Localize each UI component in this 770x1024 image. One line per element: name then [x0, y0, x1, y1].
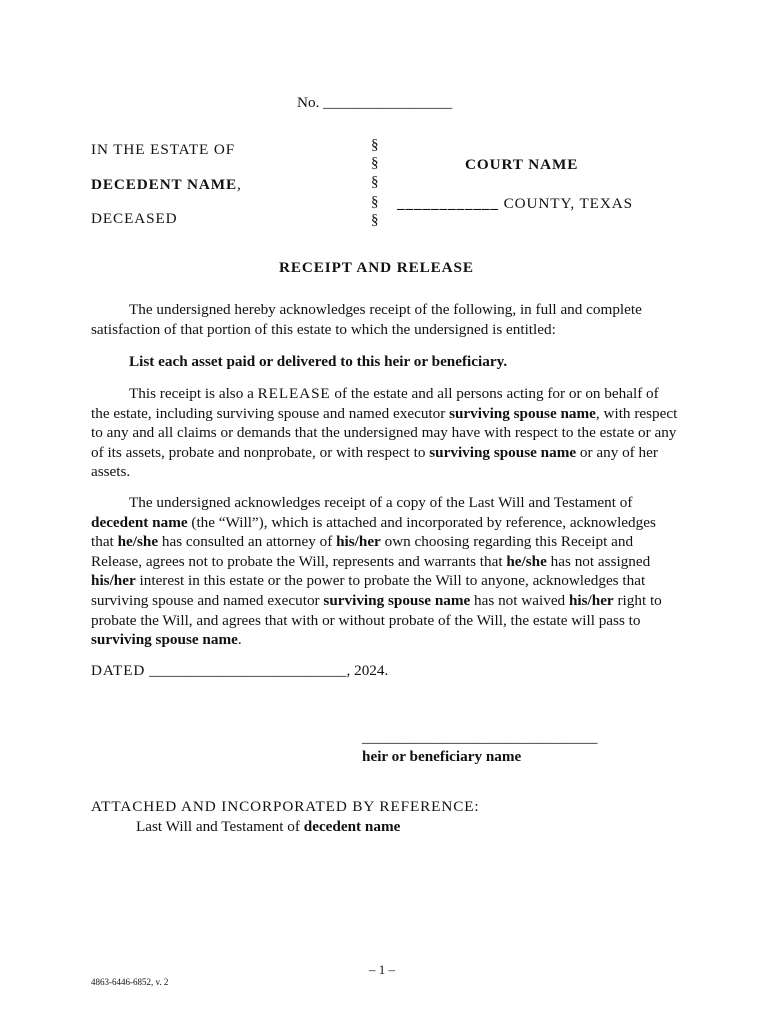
spouse-name-placeholder: surviving spouse name	[429, 443, 577, 461]
pronoun-placeholder: his/her	[91, 572, 136, 590]
signatory-name: heir or beneficiary name	[362, 748, 522, 765]
text-run: right to probate the Will, and agrees that with or without probate of the Will, the estate will pass to	[91, 591, 662, 629]
release-term: RELEASE	[257, 385, 331, 402]
document-title: RECEIPT AND RELEASE	[279, 259, 474, 276]
section-mark: §	[371, 155, 379, 171]
county-blank: ____________	[397, 195, 499, 212]
text-run: This receipt is also a	[129, 385, 258, 402]
spouse-name-placeholder: surviving spouse name	[91, 631, 238, 649]
text-run: of the estate and all persons acting for or on behalf of the estate, including surviving spouse and named executor	[91, 385, 659, 422]
decedent-name-placeholder: decedent name	[303, 818, 401, 835]
signature-line: _______________________________	[362, 729, 598, 746]
text-run: has not assigned	[546, 552, 651, 570]
dated-line	[91, 661, 388, 681]
text-run: (the “Will”), which is attached and incorporated by reference, acknowledges that	[91, 513, 656, 551]
attached-item	[136, 817, 400, 837]
receipt-paragraph: The undersigned hereby acknowledges receipt of the following, in full and complete satisfaction of that portion of this estate to which the undersigned is entitled:	[91, 301, 642, 338]
pronoun-placeholder: his/her	[336, 533, 381, 551]
date-blank: __________________________	[145, 662, 347, 679]
text-run: has consulted an attorney of	[158, 533, 337, 551]
county-line	[397, 194, 633, 214]
section-mark: §	[371, 137, 379, 153]
decedent-name-line	[91, 175, 242, 195]
pronoun-placeholder: his/her	[568, 591, 614, 609]
document-id: 4863-6446-6852, v. 2	[91, 977, 169, 987]
decedent-name-placeholder: decedent name	[91, 513, 188, 531]
release-paragraph	[91, 384, 681, 482]
text-run: or any of her assets.	[91, 443, 658, 481]
text-run: .	[237, 631, 242, 649]
section-mark: §	[371, 212, 379, 228]
case-number-label: No.	[297, 94, 324, 111]
text-run: , with respect to any and all claims or demands that the undersigned may have with respect to the estate or any of its assets, probate and nonprobate, or with respect to	[91, 404, 678, 461]
pronoun-placeholder: he/she	[506, 552, 547, 570]
dated-label: DATED	[91, 662, 146, 679]
decedent-name-placeholder: DECEDENT NAME	[91, 176, 238, 193]
dated-year: , 2024.	[346, 662, 389, 679]
spouse-name-placeholder: surviving spouse name	[449, 404, 596, 422]
will-acknowledgment-paragraph	[91, 493, 681, 650]
decedent-name-comma: ,	[237, 176, 242, 193]
text-run: The undersigned acknowledges receipt of a copy of the Last Will and Testament of	[129, 494, 633, 511]
section-mark: §	[371, 194, 379, 210]
text-run: has not waived	[470, 591, 569, 609]
text-run: Last Will and Testament of	[136, 818, 304, 835]
county-label: COUNTY, TEXAS	[498, 195, 633, 212]
text-run: own choosing regarding this Receipt and Release, agrees not to probate the Will, represents and warrants that	[91, 533, 634, 570]
court-name: COURT NAME	[465, 156, 579, 173]
deceased-label: DECEASED	[91, 210, 178, 227]
pronoun-placeholder: he/she	[117, 533, 159, 551]
asset-list-instruction: List each asset paid or delivered to this heir or beneficiary.	[129, 353, 508, 370]
page-number: – 1 –	[369, 962, 395, 977]
case-number	[297, 93, 452, 113]
spouse-name-placeholder: surviving spouse name	[323, 591, 471, 609]
section-mark: §	[371, 174, 379, 190]
case-number-blank: _________________	[323, 94, 453, 111]
estate-of-label: IN THE ESTATE OF	[91, 141, 236, 158]
attached-heading: ATTACHED AND INCORPORATED BY REFERENCE:	[91, 798, 480, 815]
text-run: interest in this estate or the power to probate the Will to anyone, acknowledges that surviving spouse and named executor	[91, 572, 646, 609]
